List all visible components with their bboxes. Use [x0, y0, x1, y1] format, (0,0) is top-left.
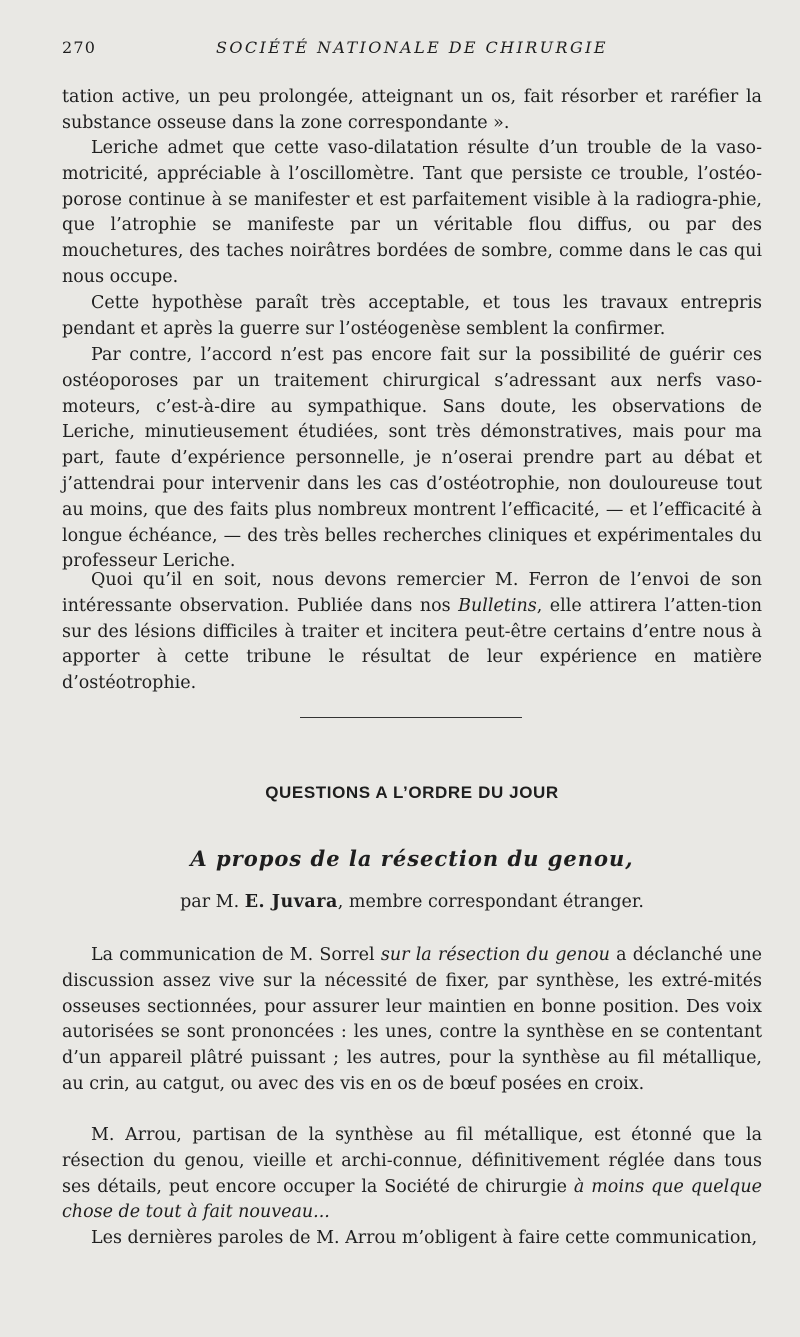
page-number: 270 — [62, 38, 97, 57]
p5-text-after: , elle attirera l’atten-tion sur des lésions difficiles à traiter et incitera peut-être certains d’entre nous à apporter à cette tribune le résultat de leur expérience en matière d’ostéotrophie. — [62, 595, 762, 694]
p6-text-before: La communication de M. Sorrel — [91, 945, 381, 965]
paragraph-par-contre: Par contre, l’accord n’est pas encore fait sur la possibilité de guérir ces ostéoporoses par un traitement chirurgical s’adressant aux nerfs vaso-moteurs, c’est-à-dire au sympathique. Sans doute, les observations de Leriche, minutieusement étudiées, sont très démonstratives, mais pour ma part, faute d’expérience personnelle, je n’oserai prendre part au débat et j’attendrai pour intervenir dans les cas d’ostéotrophie, non douloureuse tout au moins, que des faits plus nombreux montrent l’efficacité, — et l’efficacité à longue échéance, — des très belles recherches cliniques et expérimentales du professeur Leriche. — [62, 345, 762, 572]
p5-italic-bulletins: Bulletins — [458, 595, 537, 616]
p7-text-before: M. Arrou, partisan de la synthèse au fil métallique, est étonné que la résection du genou, vieille et archi-connue, définitivement réglée dans tous ses détails, peut encore occuper la Société de chirurgie — [62, 1125, 762, 1197]
running-header — [62, 38, 762, 62]
paragraph-sorrel — [62, 943, 762, 1098]
p6-italic-title: sur la résection du genou — [380, 945, 610, 965]
p7-italic-quote: à moins que quelque chose de tout à fait nouveau... — [62, 1176, 763, 1223]
paragraph-continuation: tation active, un peu prolongée, atteignant un os, fait résorber et raréfier la substance osseuse dans la zone correspondante ». — [62, 87, 762, 133]
paragraph-hypothesis: Cette hypothèse paraît très acceptable, et tous les travaux entrepris pendant et après la guerre sur l’ostéogenèse semblent la confirmer. — [62, 293, 762, 339]
section-divider — [300, 717, 522, 718]
paragraph-dernieres-paroles: Les dernières paroles de M. Arrou m’obligent à faire cette communication, — [91, 1228, 758, 1248]
paragraph-arrou — [62, 1123, 762, 1226]
p5-text-before: Quoi qu’il en soit, nous devons remercier M. Ferron de l’envoi de son intéressante observation. Publiée dans nos — [62, 570, 762, 616]
byline — [62, 892, 762, 912]
section-title: QUESTIONS A L’ORDRE DU JOUR — [265, 783, 559, 802]
article-title: A propos de la résection du genou, — [190, 846, 634, 871]
p6-text-after: a déclanché une discussion assez vive sur la nécessité de fixer, par synthèse, les extré-mités osseuses sectionnées, pour assurer leur maintien en bonne position. Des voix autorisées se sont prononcées : les unes, contre la synthèse en se contentant d’un appareil plâtré puissant ; les autres, pour la synthèse au fil métallique, au crin, au catgut, ou avec des vis en os de bœuf posées en croix. — [62, 945, 762, 1094]
byline-prefix: par M. — [180, 892, 245, 912]
paragraph-leriche-vasodilatation: Leriche admet que cette vaso-dilatation résulte d’un trouble de la vaso-motricité, appréciable à l’oscillomètre. Tant que persiste ce trouble, l’ostéo-porose continue à se manifester et est parfaitement visible à la radiogra-phie, que l’atrophie se manifeste par un véritable flou diffus, ou par des mouchetures, des taches noirâtres bordées de sombre, comme dans le cas qui nous occupe. — [62, 138, 762, 287]
running-title: SOCIÉTÉ NATIONALE DE CHIRURGIE — [216, 38, 608, 57]
byline-suffix: , membre correspondant étranger. — [337, 892, 644, 912]
paragraph-ferron — [62, 568, 762, 697]
byline-author: E. Juvara — [244, 892, 338, 912]
